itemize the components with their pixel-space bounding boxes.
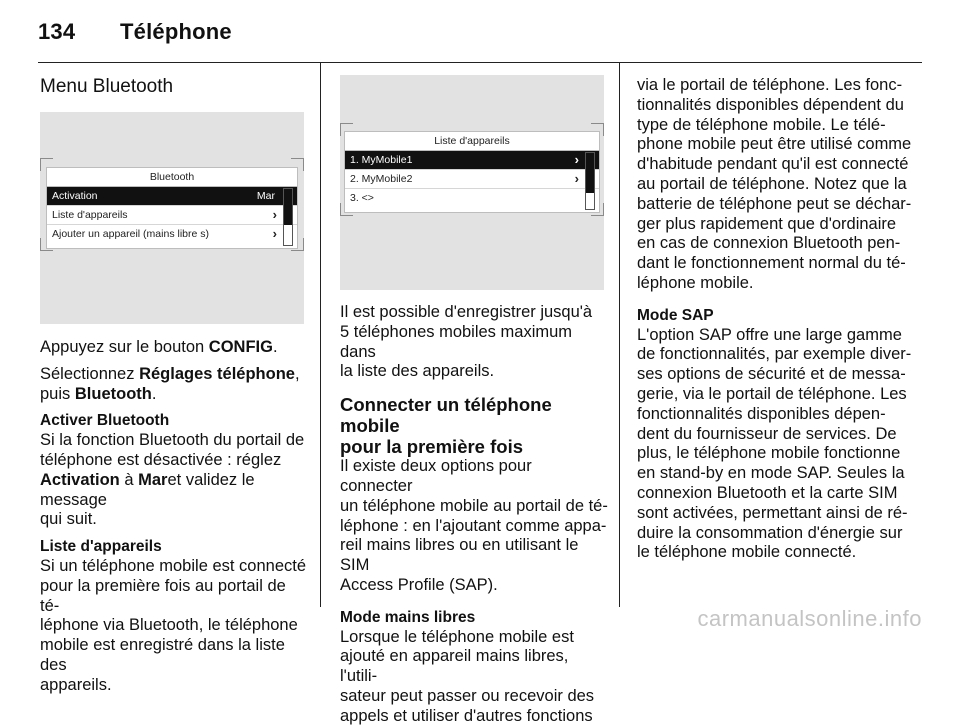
device-row-label: 1. MyMobile1: [350, 154, 413, 166]
section-title-connect-phone: Connecter un téléphone mobile pour la première fois: [340, 394, 552, 458]
device-row-label: 2. MyMobile2: [350, 173, 413, 185]
column-separator-2: [619, 62, 620, 607]
paragraph-liste: Si un téléphone mobile est connecté pour la première fois au portail de té- léphone via Bluetooth, le téléphone mobile est enregistré dans la liste des appareils.: [40, 556, 307, 694]
paragraph-options: Il existe deux options pour connecter un téléphone mobile au portail de té- léphone : en l'ajoutant comme appa- reil mains libres ou en utilisant le SIM Access Profile (SAP).: [340, 457, 608, 594]
menu-row-device-list: [47, 206, 297, 225]
column-separator-1: [320, 62, 321, 607]
device-row-1: [345, 151, 599, 170]
device-list-screen: [344, 131, 600, 213]
menu-row-label: Liste d'appareils: [52, 209, 128, 221]
chevron-right-icon: ›: [272, 226, 277, 241]
scrollbar-thumb: [586, 153, 594, 193]
device-list-screen-image: [340, 75, 604, 290]
menu-row-add-device: [47, 225, 297, 243]
column-3: [637, 62, 927, 563]
chapter-title: Téléphone: [120, 19, 232, 44]
bluetooth-menu-screen: [46, 167, 298, 249]
column-1: [40, 62, 308, 696]
screen-title: Bluetooth: [47, 168, 297, 187]
scrollbar: [585, 152, 595, 210]
watermark: carmanualsonline.info: [697, 606, 922, 631]
paragraph-max-phones: Il est possible d'enregistrer jusqu'à 5 téléphones mobiles maximum dans la liste des appareils.: [340, 303, 593, 381]
paragraph-mains-libres: Lorsque le téléphone mobile est ajouté en appareil mains libres, l'utili- sateur peut passer ou recevoir des appels et utiliser d'autres fonctions: [340, 627, 595, 725]
section-title-menu-bluetooth: Menu Bluetooth: [40, 76, 174, 97]
subheading-liste-appareils: Liste d'appareils: [40, 538, 162, 556]
scrollbar-thumb: [284, 189, 292, 225]
device-row-label: 3. <>: [350, 192, 374, 204]
column-2: [340, 62, 608, 727]
subheading-mode-sap: Mode SAP: [637, 306, 714, 324]
menu-row-label: Activation: [52, 190, 98, 202]
paragraph-config: Appuyez sur le bouton CONFIG.: [40, 338, 278, 356]
screen-title: Liste d'appareils: [345, 132, 599, 151]
device-row-2: [345, 170, 599, 189]
page-number: 134: [38, 19, 76, 44]
subheading-activer-bluetooth: Activer Bluetooth: [40, 412, 170, 430]
menu-row-label: Ajouter un appareil (mains libre s): [52, 228, 209, 240]
menu-row-value: Mar: [256, 190, 275, 202]
chevron-right-icon: ›: [574, 152, 579, 167]
paragraph-activer: Si la fonction Bluetooth du portail de téléphone est désactivée : réglez Activation à Maret validez le message qui suit.: [40, 431, 305, 529]
bluetooth-screen-image: [40, 112, 304, 324]
scrollbar: [283, 188, 293, 246]
device-row-3: [345, 189, 599, 207]
subheading-mains-libres: Mode mains libres: [340, 608, 476, 626]
paragraph-continued: via le portail de téléphone. Les fonc- tionnalités disponibles dépendent du type de téléphone mobile. Le télé- phone mobile peut être utilisé comme d'habitude pendant qu'il est connecté au portail de téléphone. Notez que la batterie de téléphone peut se déchar- ger plus rapidement que d'ordinaire en cas de connexion Bluetooth pen- dant le fonctionnement normal du té- léphone mobile.: [637, 76, 912, 292]
chevron-right-icon: ›: [272, 207, 277, 222]
paragraph-sap: L'option SAP offre une large gamme de fonctionnalités, par exemple diver- ses options de sécurité et de messa- gerie, via le portail de téléphone. Les fonctionnalités disponibles dépen- dent du fournisseur de services. De plus, le téléphone mobile fonctionne en stand-by en mode SAP. Seules la connexion Bluetooth et la carte SIM sont activées, permettant ainsi de ré- duire la consommation d'énergie sur le téléphone mobile connecté.: [637, 325, 912, 562]
chevron-right-icon: ›: [574, 171, 579, 186]
paragraph-select: Sélectionnez Réglages téléphone, puis Bluetooth.: [40, 364, 300, 403]
menu-row-activation: [47, 187, 297, 206]
